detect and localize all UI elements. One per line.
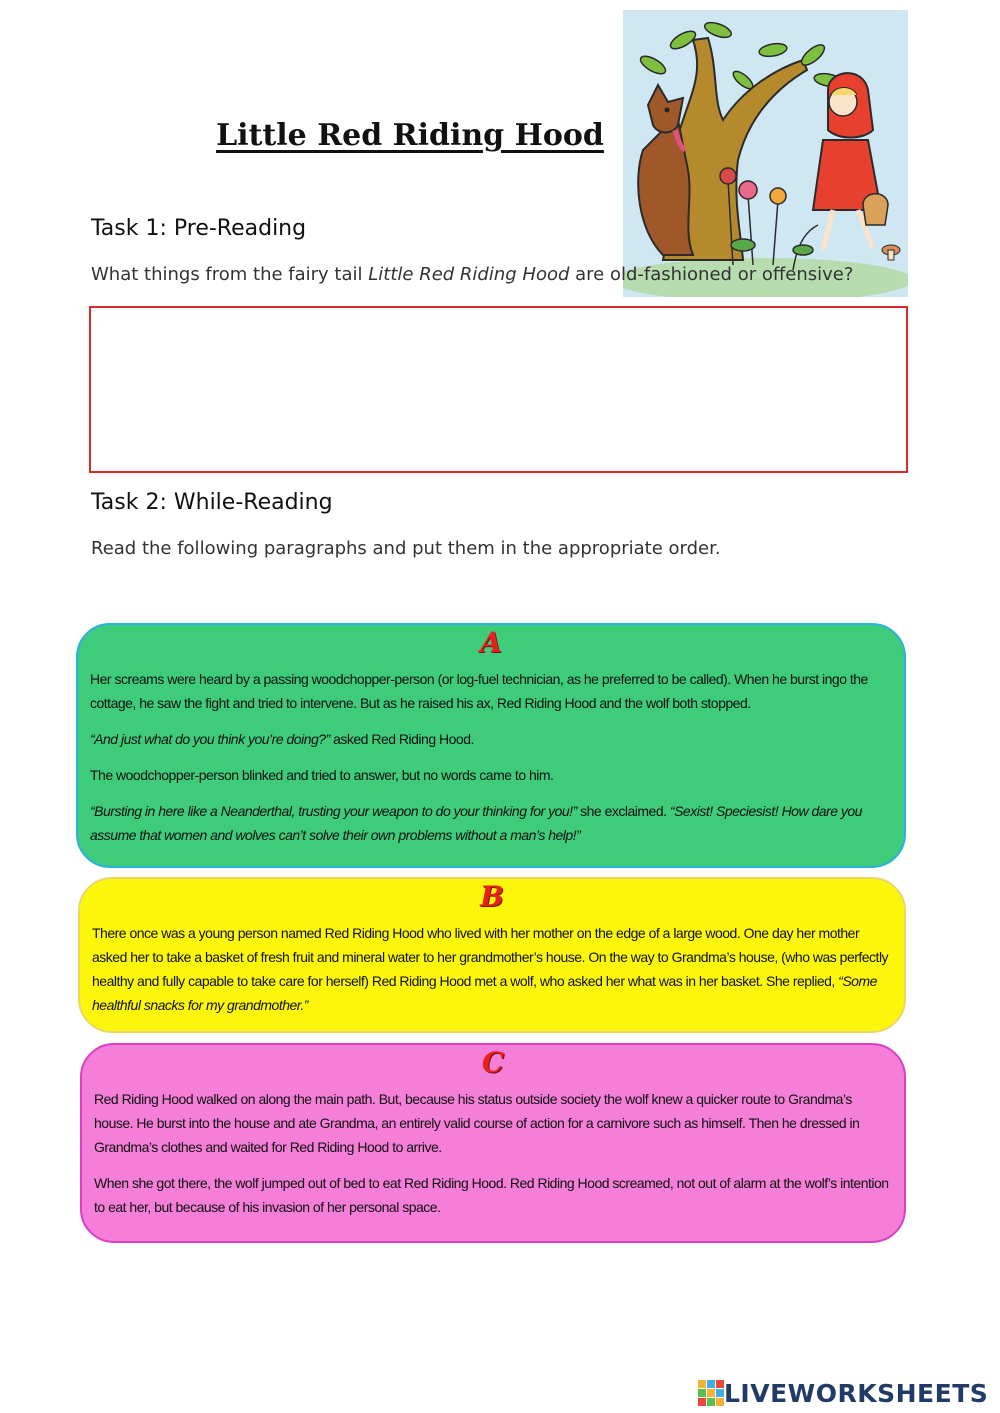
logo-text: LIVEWORKSHEETS xyxy=(724,1378,989,1408)
card-c-paragraph-1: Red Riding Hood walked on along the main path. But, because his status outside society the wolf knew a quicker route to Grandma’s house. He burst into the house and ate Grandma, an entirely valid course of action for a carnivore such as himself. Then he dressed in Grandma’s clothes and waited for Red Riding Hood to arrive. xyxy=(94,1091,860,1155)
card-b-text-1: There once was a young person named Red Riding Hood who lived with her mother on the edge of a large wood. One day her mother asked her to take a basket of fresh fruit and mineral water to her grandmother’s house. On the way to Grandma’s house, (who was perfectly healthy and fully capable to take care for herself) Red Riding Hood met a wolf, who asked her what was in her basket. She replied, xyxy=(92,925,889,989)
card-a-paragraph-1: Her screams were heard by a passing woodchopper-person (or log-fuel technician, as he preferred to be called). When he burst ingo the cottage, he saw the fight and tried to intervene. But as he raised his ax, Red Riding Hood and the wolf both stopped. xyxy=(90,671,868,711)
task1-question-end: are old-fashioned or offensive? xyxy=(569,264,854,285)
logo-grid-icon xyxy=(698,1380,724,1406)
card-a-paragraph-4 xyxy=(90,799,892,847)
page-title: Little Red Riding Hood xyxy=(216,118,604,153)
task1-answer-box[interactable] xyxy=(89,306,908,473)
card-letter-b: B xyxy=(480,880,504,913)
task1-question xyxy=(91,264,891,285)
card-b-paragraph-1 xyxy=(92,921,892,1017)
card-letter-c: C xyxy=(481,1046,505,1079)
card-a-quote-3: “Sexist! Speciesist! How dare you assume that women and wolves can’t solve their own problems without a man’s help!” xyxy=(90,803,862,843)
paragraph-card-b[interactable] xyxy=(78,877,906,1033)
paragraph-card-c[interactable] xyxy=(80,1043,906,1243)
task1-question-start: What things from the fairy tail xyxy=(91,264,369,285)
fairy-tale-illustration xyxy=(623,10,908,297)
card-a-quote-2: “Bursting in here like a Neanderthal, trusting your weapon to do your thinking for you!” xyxy=(90,803,577,819)
card-c-paragraph-2: When she got there, the wolf jumped out of bed to eat Red Riding Hood. Red Riding Hood screamed, not out of alarm at the wolf’s intention to eat her, but because of his invasion of her personal space. xyxy=(94,1175,889,1215)
wolf-and-girl-illustration xyxy=(623,10,908,297)
card-a-paragraph-3: The woodchopper-person blinked and tried to answer, but no words came to him. xyxy=(90,767,554,783)
task1-heading: Task 1: Pre-Reading xyxy=(91,216,307,241)
task2-heading: Task 2: While-Reading xyxy=(91,490,333,515)
card-a-text-4: she exclaimed. xyxy=(576,803,670,819)
card-a-text-2: asked Red Riding Hood. xyxy=(329,731,474,747)
task1-question-italic: Little Red Riding Hood xyxy=(368,264,570,285)
card-letter-a: A xyxy=(480,626,502,659)
paragraph-card-a[interactable] xyxy=(76,623,906,868)
card-a-paragraph-2 xyxy=(90,727,892,751)
liveworksheets-logo[interactable] xyxy=(698,1376,988,1410)
card-a-quote-1: “And just what do you think you’re doing?” xyxy=(90,731,330,747)
card-b-quote-1: “Some healthful snacks for my grandmother.” xyxy=(92,973,877,1013)
task2-instruction: Read the following paragraphs and put them in the appropriate order. xyxy=(91,538,721,559)
